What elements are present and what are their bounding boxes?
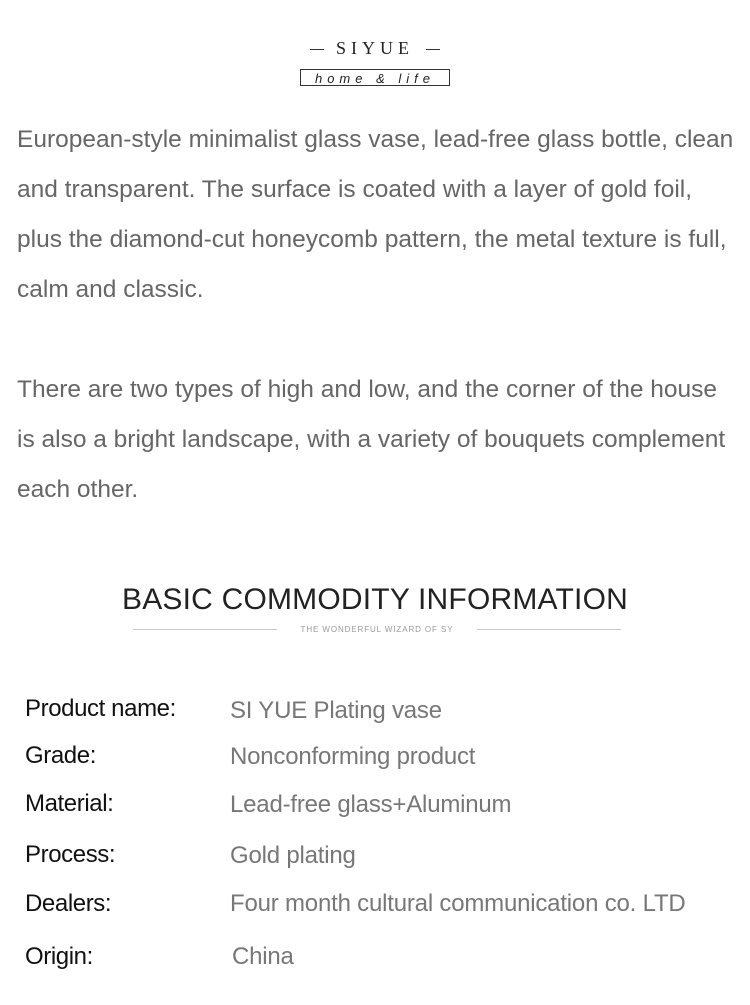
info-row-process bbox=[0, 837, 750, 877]
logo-left-dash bbox=[310, 49, 324, 50]
info-row-origin bbox=[0, 939, 750, 979]
section-subtitle-rule bbox=[133, 622, 621, 638]
info-label: Process: bbox=[25, 841, 116, 868]
info-row-grade bbox=[0, 738, 750, 778]
brand-name: SIYUE bbox=[336, 38, 414, 58]
info-row-product-name bbox=[0, 691, 750, 731]
description-paragraph-2: There are two types of high and low, and the corner of the house is also a bright landscape, with a variety of bouquets complement each other. bbox=[17, 376, 726, 503]
brand-tagline: home & life bbox=[300, 69, 450, 86]
info-label: Origin: bbox=[25, 943, 93, 970]
info-label: Material: bbox=[25, 790, 114, 817]
divider-left bbox=[133, 629, 277, 630]
info-value: China bbox=[232, 943, 294, 970]
info-label: Dealers: bbox=[25, 890, 112, 917]
info-row-material bbox=[0, 786, 750, 826]
divider-right bbox=[477, 629, 621, 630]
info-value: Lead-free glass+Aluminum bbox=[230, 791, 512, 818]
info-row-dealers bbox=[0, 886, 750, 926]
section-subtitle: THE WONDERFUL WIZARD OF SY bbox=[300, 625, 454, 634]
info-value: SI YUE Plating vase bbox=[230, 697, 442, 724]
logo-right-dash bbox=[426, 49, 440, 50]
brand-logo bbox=[0, 36, 750, 88]
info-label: Product name: bbox=[25, 695, 176, 722]
info-label: Grade: bbox=[25, 742, 96, 769]
info-value: Nonconforming product bbox=[230, 743, 476, 770]
description-paragraph-1: European-style minimalist glass vase, lead-free glass bottle, clean and transparent. The surface is coated with a layer of gold foil, plus the diamond-cut honeycomb pattern, the metal texture is full, calm and classic. bbox=[17, 126, 734, 303]
info-value: Four month cultural communication co. LTD bbox=[230, 890, 686, 917]
section-title: BASIC COMMODITY INFORMATION bbox=[122, 583, 628, 616]
info-value: Gold plating bbox=[230, 842, 356, 869]
